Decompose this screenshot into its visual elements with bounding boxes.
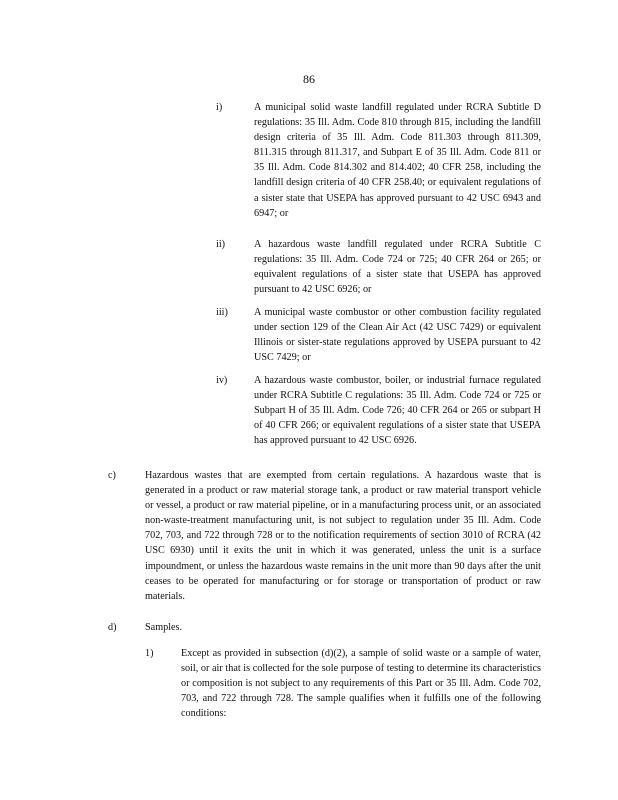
list-item-text: A municipal waste combustor or other combustion facility regulated under section 129 of the Clean Air Act (42 USC 7429) or equivalent Illinois or sister-state regulations approved by USEPA pursuant to 42 USC 7429; or	[254, 307, 541, 364]
list-item-ii	[216, 237, 541, 297]
list-item-text: Except as provided in subsection (d)(2), a sample of solid waste or a sample of water, soil, or air that is collected for the sole purpose of testing to determine its characteristics or composition is not subject to any requirements of this Part or 35 Ill. Adm. Code 702, 703, and 722 through 728. The sample qualifies when it fulfills one of the following conditions:	[181, 648, 541, 720]
list-item-text: Samples.	[145, 622, 183, 633]
list-marker: i)	[216, 102, 223, 113]
list-marker: d)	[108, 622, 117, 633]
list-item-text: A hazardous waste combustor, boiler, or industrial furnace regulated under RCRA Subtitle C regulations: 35 Ill. Adm. Code 724 or 725 or Subpart H of 35 Ill. Adm. Code 726; 40 CFR 264 or 265 or subpart H of 40 CFR 266; or equivalent regulations of a sister state that USEPA has approved pursuant to 42 USC 6926.	[254, 375, 541, 447]
list-item-d	[108, 620, 541, 635]
list-item-1	[145, 646, 541, 721]
page-number: 86	[303, 72, 315, 86]
list-marker: iv)	[216, 375, 228, 386]
list-item-text: Hazardous wastes that are exempted from certain regulations. A hazardous waste that is generated in a product or raw material storage tank, a product or raw material transport vehicle or vessel, a product or raw material pipeline, or in a manufacturing process unit, or an associated non-waste-treatment manufacturing unit, is not subject to regulation under 35 Ill. Adm. Code 702, 703, and 722 through 728 or to the notification requirements of section 3010 of RCRA (42 USC 6930) until it exits the unit in which it was generated, unless the unit is a surface impoundment, or unless the hazardous waste remains in the unit more than 90 days after the unit ceases to be operated for manufacturing or for storage or transportation of product or raw materials.	[145, 470, 541, 602]
list-marker: c)	[108, 470, 116, 481]
list-item-c	[108, 468, 541, 604]
list-item-i	[216, 100, 541, 221]
list-item-text: A municipal solid waste landfill regulated under RCRA Subtitle D regulations: 35 Ill. Adm. Code 810 through 815, including the landfill design criteria of 35 Ill. Adm. Code 811.303 through 811.309, 811.315 through 811.317, and Subpart E of 35 Ill. Adm. Code 811 or 35 Ill. Adm. Code 814.302 and 814.402; 40 CFR 258, including the landfill design criteria of 40 CFR 258.40; or equivalent regulations of a sister state that USEPA has approved pursuant to 42 USC 6943 and 6947; or	[254, 102, 541, 219]
list-marker: iii)	[216, 307, 228, 318]
list-marker: ii)	[216, 239, 226, 250]
list-item-iv	[216, 373, 541, 448]
list-item-iii	[216, 305, 541, 365]
list-marker: 1)	[145, 648, 154, 659]
list-item-text: A hazardous waste landfill regulated under RCRA Subtitle C regulations: 35 Ill. Adm. Code 724 or 725; 40 CFR 264 or 265; or equivalent regulations of a sister state that USEPA has approved pursuant to 42 USC 6926; or	[254, 239, 541, 296]
